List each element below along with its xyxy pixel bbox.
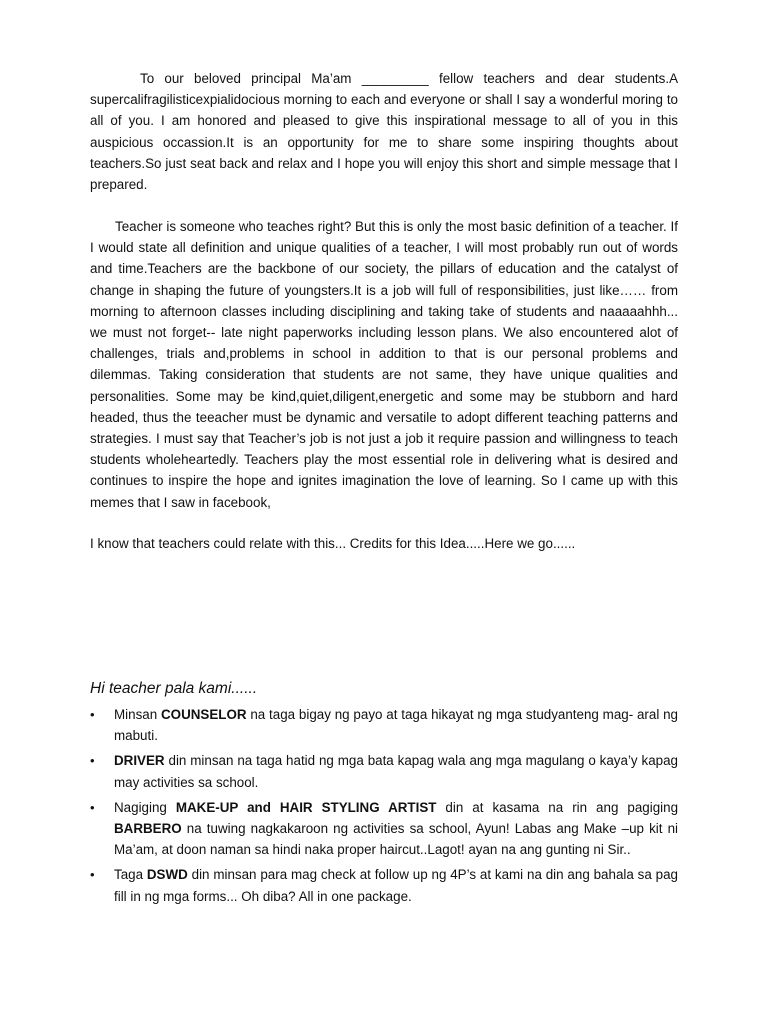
intro-paragraph: To our beloved principal Ma’am _________ fellow teachers and dear students.A supercalifragilisticexpialidocious morning to each and everyone or shall I say a wonderful moring to all of you. I am honored and pleased to give this inspirational message to all of you in this auspicious occassion.It is an opportunity for me to share some inspiring thoughts about teachers.So just seat back and relax and I hope you will enjoy this short and simple message that I prepared. <box>90 71 678 193</box>
list-item: • DRIVER din minsan na taga hatid ng mga bata kapag wala ang mga magulang o kaya’y kapag may activities sa school. <box>90 750 678 792</box>
role-label: BARBERO <box>114 821 182 837</box>
list-item: • Taga DSWD din minsan para mag check at follow up ng 4P’s at kami na din ang bahala sa pag fill in ng mga forms... Oh diba? All in one package. <box>90 864 678 906</box>
section-heading: Hi teacher pala kami...... <box>90 680 258 697</box>
bullet-icon: • <box>90 707 95 722</box>
body-closing-line: I know that teachers could relate with this... Credits for this Idea.....Here we go...... <box>90 536 576 551</box>
bullet-list <box>90 704 678 911</box>
role-label: DSWD <box>146 867 188 883</box>
role-label: COUNSELOR <box>160 707 247 722</box>
bullet-icon: • <box>90 799 95 815</box>
list-item: • Nagiging MAKE-UP and HAIR STYLING ARTIST din at kasama na rin ang pagiging BARBERO na tuwing nagkakaroon ng activities sa school, Ayun! Labas ang Make –up kit ni Ma’am, at doon naman sa hindi naka proper haircut..Lagot! ayan na ang gunting ni Sir.. <box>90 797 678 861</box>
body-paragraph: Teacher is someone who teaches right? But this is only the most basic definition of a teacher. If I would state all definition and unique qualities of a teacher, I will most probably run out of words and time.Teachers are the backbone of our society, the pillars of education and the catalyst of change in shaping the future of youngsters.It is a job will full of responsibilities, just like…… from morning to afternoon classes including disciplining and taking take of students and naaaaahhh... we must not forget-- late night paperworks including lesson plans. We also encountered alot of challenges, trials and,problems in school in addition to that is our personal problems and dilemmas. Taking consideration that students are not same, they have unique qualities and personalities. Some may be kind,quiet,diligent,energetic and some may be stubborn and hard headed, thus the teeacher must be dynamic and versatile to adopt different teaching patterns and strategies. I must say that Teacher’s job is not just a job it require passion and willingness to teach students wholeheartedly. Teachers play the most essential role in delivering what is desired and continues to inspire the hope and ignites imagination the love of learning. So I came up with this memes that I saw in facebook, <box>90 219 678 510</box>
role-label: DRIVER <box>114 753 165 769</box>
role-label: MAKE-UP and HAIR STYLING ARTIST <box>175 799 437 815</box>
bullet-icon: • <box>90 867 95 883</box>
bullet-icon: • <box>90 753 95 769</box>
list-item: • Minsan COUNSELOR na taga bigay ng payo at taga hikayat ng mga studyanteng mag- aral ng mabuti. <box>90 704 678 746</box>
